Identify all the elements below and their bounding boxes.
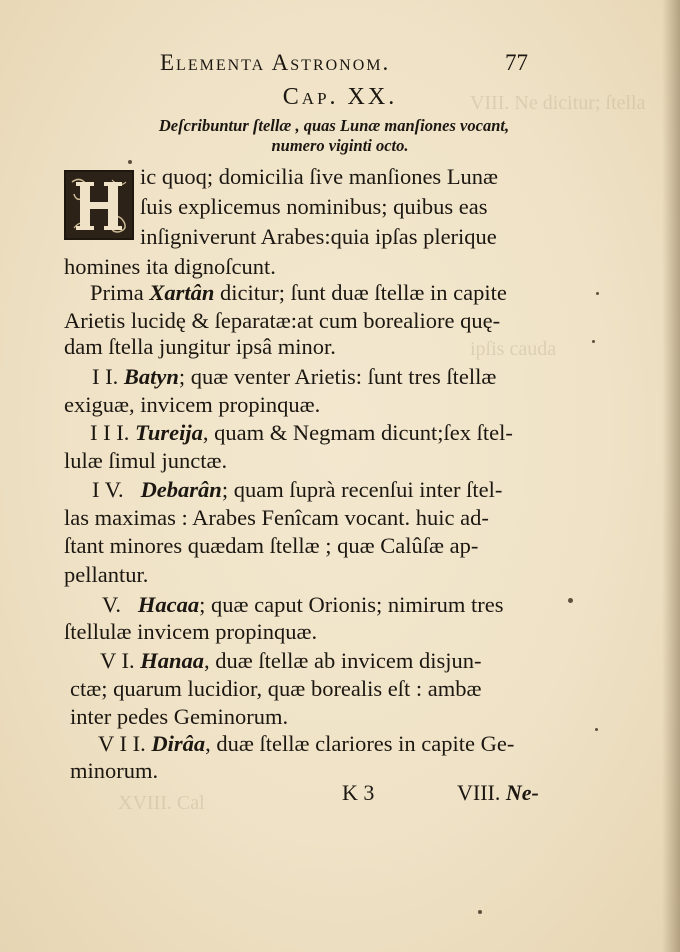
text-line: homines ita dignoſcunt.: [64, 254, 276, 279]
decorated-initial: [64, 170, 134, 240]
text-line: ſtellulæ invicem propinquæ.: [64, 619, 318, 644]
chapter-subtitle-line-2: numero viginti octo.: [271, 136, 409, 155]
text-run: ; quæ caput Orionis; nimirum tres: [199, 592, 504, 617]
paper-speck: [568, 598, 573, 603]
paper-speck: [478, 910, 482, 914]
catchword-text: Ne-: [505, 780, 539, 805]
mansion-name: Hacaa: [137, 592, 200, 617]
text-line: [90, 420, 513, 446]
mansion-number: I I.: [92, 364, 124, 389]
running-head: Elementa Astronom.: [160, 50, 391, 75]
mansion-name: Xartân: [149, 280, 215, 305]
text-line: [90, 280, 507, 306]
bleed-through-text: ipſis cauda: [470, 338, 557, 360]
text-run: ; quæ venter Arietis: ſunt tres ſtellæ: [178, 364, 497, 389]
paper-speck: [596, 292, 599, 295]
text-line: [92, 477, 502, 503]
text-run: , duæ ſtellæ clariores in capite Ge-: [205, 731, 515, 756]
bleed-through-text: VIII. Ne dicitur; ſtella: [470, 92, 646, 114]
text-line: inter pedes Geminorum.: [70, 704, 289, 729]
text-line: ic quoq; domicilia ſive manſiones Lunæ: [140, 164, 499, 189]
text-line: exiguæ, invicem propinquæ.: [64, 392, 321, 417]
chapter-heading: Cap. XX.: [282, 84, 398, 110]
text-line: pellantur.: [64, 562, 149, 587]
chapter-subtitle-line-1: Deſcribuntur ſtellæ , quas Lunæ manſiones vocant,: [158, 116, 510, 135]
paper-speck: [595, 728, 598, 731]
catchword-number: VIII.: [457, 780, 506, 805]
mansion-name: Batyn: [123, 364, 179, 389]
text-line: [98, 731, 514, 757]
text-run: , duæ ſtellæ ab invicem disjun-: [203, 648, 482, 673]
signature-mark: K 3: [342, 780, 375, 805]
paper-speck: [128, 160, 132, 164]
mansion-number: V I.: [100, 648, 141, 673]
text-run: ; quam ſuprà recenſui inter ſtel-: [221, 477, 503, 502]
mansion-number: V I I.: [98, 731, 152, 756]
bleed-through-text: XVIII. Cal: [118, 792, 205, 814]
mansion-number: I I I.: [90, 420, 135, 445]
text-run: , quam & Negmam dicunt;ſex ſtel-: [202, 420, 513, 445]
mansion-name: Dirâa: [151, 731, 206, 756]
paper-speck: [592, 340, 595, 343]
mansion-name: Hanaa: [140, 648, 204, 673]
text-run: Prima: [90, 280, 150, 305]
mansion-number: I V.: [92, 477, 141, 502]
text-line: ſtant minores quædam ſtellæ ; quæ Calûſæ ap-: [64, 533, 479, 558]
mansion-number: V.: [102, 592, 138, 617]
catchword: [457, 780, 539, 806]
text-line: minorum.: [70, 758, 159, 783]
text-line: las maximas : Arabes Fenîcam vocant. huic ad-: [64, 505, 489, 530]
text-line: [102, 592, 503, 618]
text-line: dam ſtella jungitur ipsâ minor.: [64, 334, 336, 359]
mansion-name: Tureija: [134, 420, 203, 445]
text-line: [92, 364, 496, 390]
text-line: ctæ; quarum lucidior, quæ borealis eſt : ambæ: [70, 676, 482, 701]
text-line: ſuis explicemus nominibus; quibus eas: [140, 194, 488, 219]
text-line: lulæ ſimul junctæ.: [64, 448, 228, 473]
ornament-initial-icon: [66, 172, 132, 238]
text-line: inſigniverunt Arabes:quia ipſas plerique: [140, 224, 497, 249]
text-line: Arietis lucidę & ſeparatæ:at cum borealiore quę-: [64, 308, 501, 333]
mansion-name: Debarân: [140, 477, 222, 502]
page-number: 77: [505, 50, 528, 75]
text-line: [100, 648, 481, 674]
text-run: dicitur; ſunt duæ ſtellæ in capite: [214, 280, 507, 305]
